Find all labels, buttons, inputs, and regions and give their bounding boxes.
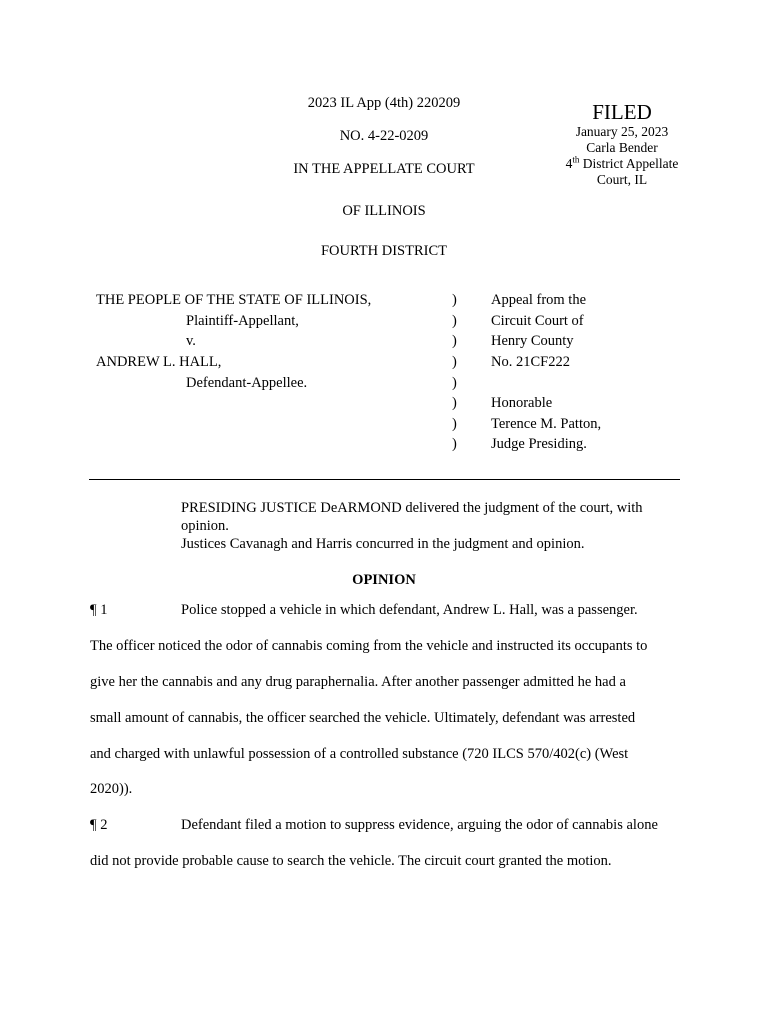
filed-court-line2: Court, IL bbox=[596, 172, 648, 187]
appeal-info-line: Judge Presiding. bbox=[491, 436, 587, 452]
opinion-author-line: opinion. bbox=[181, 518, 229, 534]
paragraph-first-line: Police stopped a vehicle in which defendant, Andrew L. Hall, was a passenger. bbox=[181, 602, 638, 618]
caption-paren: ) bbox=[452, 416, 457, 432]
filed-date: January 25, 2023 bbox=[575, 124, 669, 139]
filed-clerk: Carla Bender bbox=[586, 140, 658, 155]
appeal-info-line: Circuit Court of bbox=[491, 313, 584, 329]
caption-paren: ) bbox=[452, 354, 457, 370]
paragraph-line: and charged with unlawful possession of a controlled substance (720 ILCS 570/402(c) (West bbox=[90, 746, 629, 762]
caption-defendant: ANDREW L. HALL, bbox=[96, 354, 222, 370]
docket-number: NO. 4-22-0209 bbox=[339, 128, 429, 144]
caption-defendant-role: Defendant-Appellee. bbox=[186, 375, 308, 391]
caption-paren: ) bbox=[452, 436, 457, 452]
appeal-info-line: Terence M. Patton, bbox=[491, 416, 602, 432]
filed-stamp bbox=[552, 100, 692, 188]
paragraph-line: The officer noticed the odor of cannabis coming from the vehicle and instructed its occupants to bbox=[90, 638, 648, 654]
court-name-line1: IN THE APPELLATE COURT bbox=[293, 161, 475, 177]
appeal-info-line: Honorable bbox=[491, 395, 553, 411]
caption-paren: ) bbox=[452, 375, 457, 391]
court-name-line2: OF ILLINOIS bbox=[342, 203, 426, 219]
paragraph-mark: ¶ 2 bbox=[90, 817, 108, 833]
caption-versus: v. bbox=[186, 333, 196, 349]
paragraph-mark: ¶ 1 bbox=[90, 602, 108, 618]
opinion-author-line: PRESIDING JUSTICE DeARMOND delivered the judgment of the court, with bbox=[181, 500, 643, 516]
paragraph-line: did not provide probable cause to search the vehicle. The circuit court granted the motion. bbox=[90, 853, 612, 869]
appeal-info-line: Henry County bbox=[491, 333, 574, 349]
caption-paren: ) bbox=[452, 292, 457, 308]
paragraph-line: give her the cannabis and any drug paraphernalia. After another passenger admitted he had a bbox=[90, 674, 626, 690]
paragraph-first-line: Defendant filed a motion to suppress evidence, arguing the odor of cannabis alone bbox=[181, 817, 658, 833]
case-citation: 2023 IL App (4th) 220209 bbox=[307, 95, 461, 111]
caption-paren: ) bbox=[452, 395, 457, 411]
appeal-info-line: No. 21CF222 bbox=[491, 354, 570, 370]
paragraph-line: small amount of cannabis, the officer searched the vehicle. Ultimately, defendant was arrested bbox=[90, 710, 636, 726]
opinion-concurrence-line: Justices Cavanagh and Harris concurred in the judgment and opinion. bbox=[181, 536, 585, 552]
caption-plaintiff-role: Plaintiff-Appellant, bbox=[186, 313, 299, 329]
filed-title: FILED bbox=[592, 100, 652, 124]
filed-court-line1: 4th District Appellate bbox=[565, 154, 679, 171]
appeal-info-line: Appeal from the bbox=[491, 292, 587, 308]
caption-paren: ) bbox=[452, 313, 457, 329]
caption-divider bbox=[89, 479, 680, 480]
opinion-heading: OPINION bbox=[352, 572, 416, 588]
caption-paren: ) bbox=[452, 333, 457, 349]
caption-plaintiff: THE PEOPLE OF THE STATE OF ILLINOIS, bbox=[96, 292, 372, 308]
paragraph-line: 2020)). bbox=[90, 781, 133, 797]
district-name: FOURTH DISTRICT bbox=[320, 243, 447, 259]
